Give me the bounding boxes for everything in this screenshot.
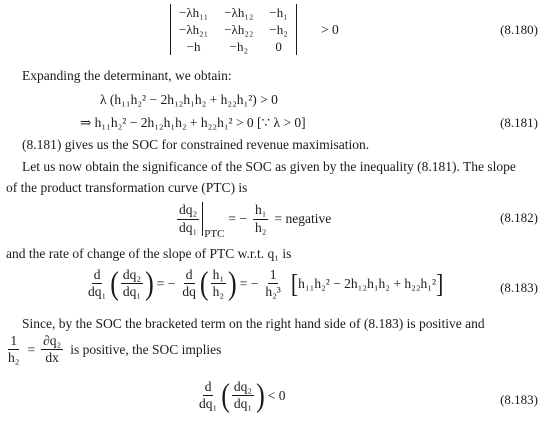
- equation-8-182: $\frac{\text{dq₂}}{\text{dq₁}}$ PTC = − $\frac{\text{h₁}}{\text{h₂}}$ = negative: [179, 202, 332, 240]
- implies-inequality: ⇒ h₁₁h₂² − 2h₁₂h₁h₂ + h₂₂h₁² > 0 [∵ λ > 0]: [80, 115, 306, 130]
- fraction: $\frac{\text{dq₂}}{\text{dq₁}}$: [179, 202, 198, 235]
- determinant: [170, 4, 297, 55]
- equation-number: (8.181): [500, 115, 538, 130]
- lambda-inequality: λ (h₁₁h₂² − 2h₁₂h₁h₂ + h₂₂h₁²) > 0: [100, 92, 278, 107]
- matrix-cell: −λh₂₂: [224, 21, 254, 37]
- paragraph: of the product transformation curve (PTC) is: [6, 180, 248, 195]
- matrix-cell: 0: [275, 38, 282, 54]
- matrix-cell: −h: [186, 38, 201, 54]
- evaluation-bar: [202, 202, 203, 236]
- expanding-text: Expanding the determinant, we obtain:: [22, 68, 232, 83]
- fraction: $\frac{\text{h₁}}{\text{h₂}}$: [255, 202, 267, 235]
- equation-number: (8.183): [500, 280, 538, 295]
- matrix-cell: −λh₁₁: [179, 4, 209, 20]
- matrix-cell: −h₂: [269, 21, 288, 37]
- bracketed-term: h₁₁h₂² − 2h₁₂h₁h₂ + h₂₂h₁²: [298, 275, 437, 291]
- matrix-cell: −λh₁₂: [224, 4, 254, 20]
- matrix-cell: −λh₂₁: [179, 21, 209, 37]
- paragraph: Since, by the SOC the bracketed term on the right hand side of (8.183) is positive and: [22, 316, 485, 331]
- equation-number: (8.180): [500, 22, 538, 37]
- determinant-rhs: > 0: [321, 22, 339, 37]
- ratio-line: $\frac{1}{\text{h₂}}$ = $\frac{\text{∂q₂}}{dx}$ is positive, the SOC implies: [8, 333, 222, 366]
- paragraph: Let us now obtain the significance of the SOC as given by the inequality (8.181). The slope: [22, 159, 516, 174]
- matrix-cell: −h₂: [229, 38, 248, 54]
- matrix-cell: −h₁: [269, 4, 288, 20]
- final-inequality: $\frac{d}{\text{dq₁}}$ ( $\frac{\text{dq₂}}{\text{dq₁}}$ ) < 0: [199, 376, 286, 414]
- equation-number: (8.182): [500, 210, 538, 225]
- equation-number: (8.183): [500, 392, 538, 407]
- paragraph: and the rate of change of the slope of PTC w.r.t. q₁ is: [6, 246, 292, 261]
- subscript-ptc: PTC: [204, 228, 225, 240]
- paragraph: (8.181) gives us the SOC for constrained revenue maximisation.: [22, 137, 370, 152]
- equation-8-183: $\frac{d}{\text{dq₁}}$ ( $\frac{\text{dq₂}}{\text{dq₁}}$ ) = − $\frac{d}{dq}$ ( $\frac{\text{h₁}}{\text{h₂}}$ ) = − $\frac{1}{\text{h₂³}}$ [ h₁₁h₂² − 2h₁₂h₁h₂ + h₂₂h₁² ]: [88, 264, 444, 302]
